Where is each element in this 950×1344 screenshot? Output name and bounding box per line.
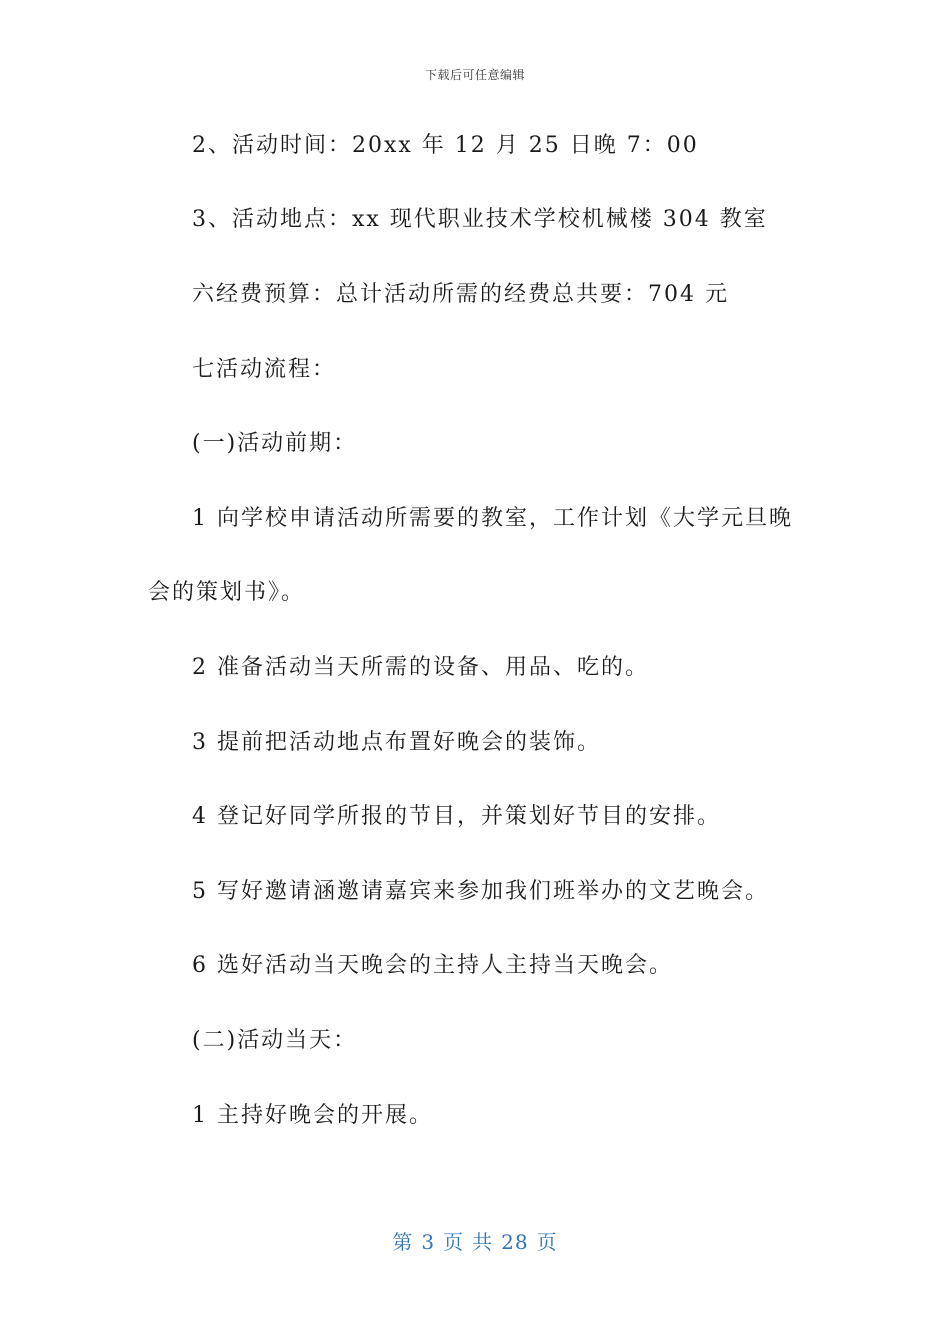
footer-gong: 共 xyxy=(472,1230,494,1254)
footer-ye: 页 xyxy=(443,1230,465,1254)
list-item-apply-classroom-continued: 会的策划书》。 xyxy=(148,580,306,605)
heading-activity-process: 七活动流程： xyxy=(192,357,337,382)
paragraph-activity-time: 2、活动时间：20xx 年 12 月 25 日晚 7：00 xyxy=(192,133,699,158)
page-header: 下载后可任意编辑 xyxy=(424,68,525,82)
list-item-apply-classroom: 1 向学校申请活动所需要的教室，工作计划《大学元旦晚 xyxy=(192,506,793,531)
list-item-decorate-venue: 3 提前把活动地点布置好晚会的装饰。 xyxy=(192,730,601,755)
heading-pre-activity: (一)活动前期： xyxy=(192,431,358,456)
page-footer xyxy=(0,1226,950,1255)
footer-ye2: 页 xyxy=(536,1230,558,1254)
list-item-invite-guests: 5 写好邀请涵邀请嘉宾来参加我们班举办的文艺晚会。 xyxy=(192,879,769,904)
list-item-prepare-equipment: 2 准备活动当天所需的设备、用品、吃的。 xyxy=(192,655,649,680)
footer-page-number: 3 xyxy=(421,1230,436,1254)
list-item-register-programs: 4 登记好同学所报的节目，并策划好节目的安排。 xyxy=(192,804,721,829)
list-item-choose-host: 6 选好活动当天晚会的主持人主持当天晚会。 xyxy=(192,953,673,978)
heading-activity-day: (二)活动当天： xyxy=(192,1028,358,1053)
footer-total-pages: 28 xyxy=(501,1230,529,1254)
paragraph-budget: 六经费预算：总计活动所需的经费总共要：704 元 xyxy=(192,282,729,307)
footer-di: 第 xyxy=(392,1230,414,1254)
list-item-host-gala: 1 主持好晚会的开展。 xyxy=(192,1103,433,1128)
paragraph-activity-location: 3、活动地点：xx 现代职业技术学校机械楼 304 教室 xyxy=(192,207,768,232)
